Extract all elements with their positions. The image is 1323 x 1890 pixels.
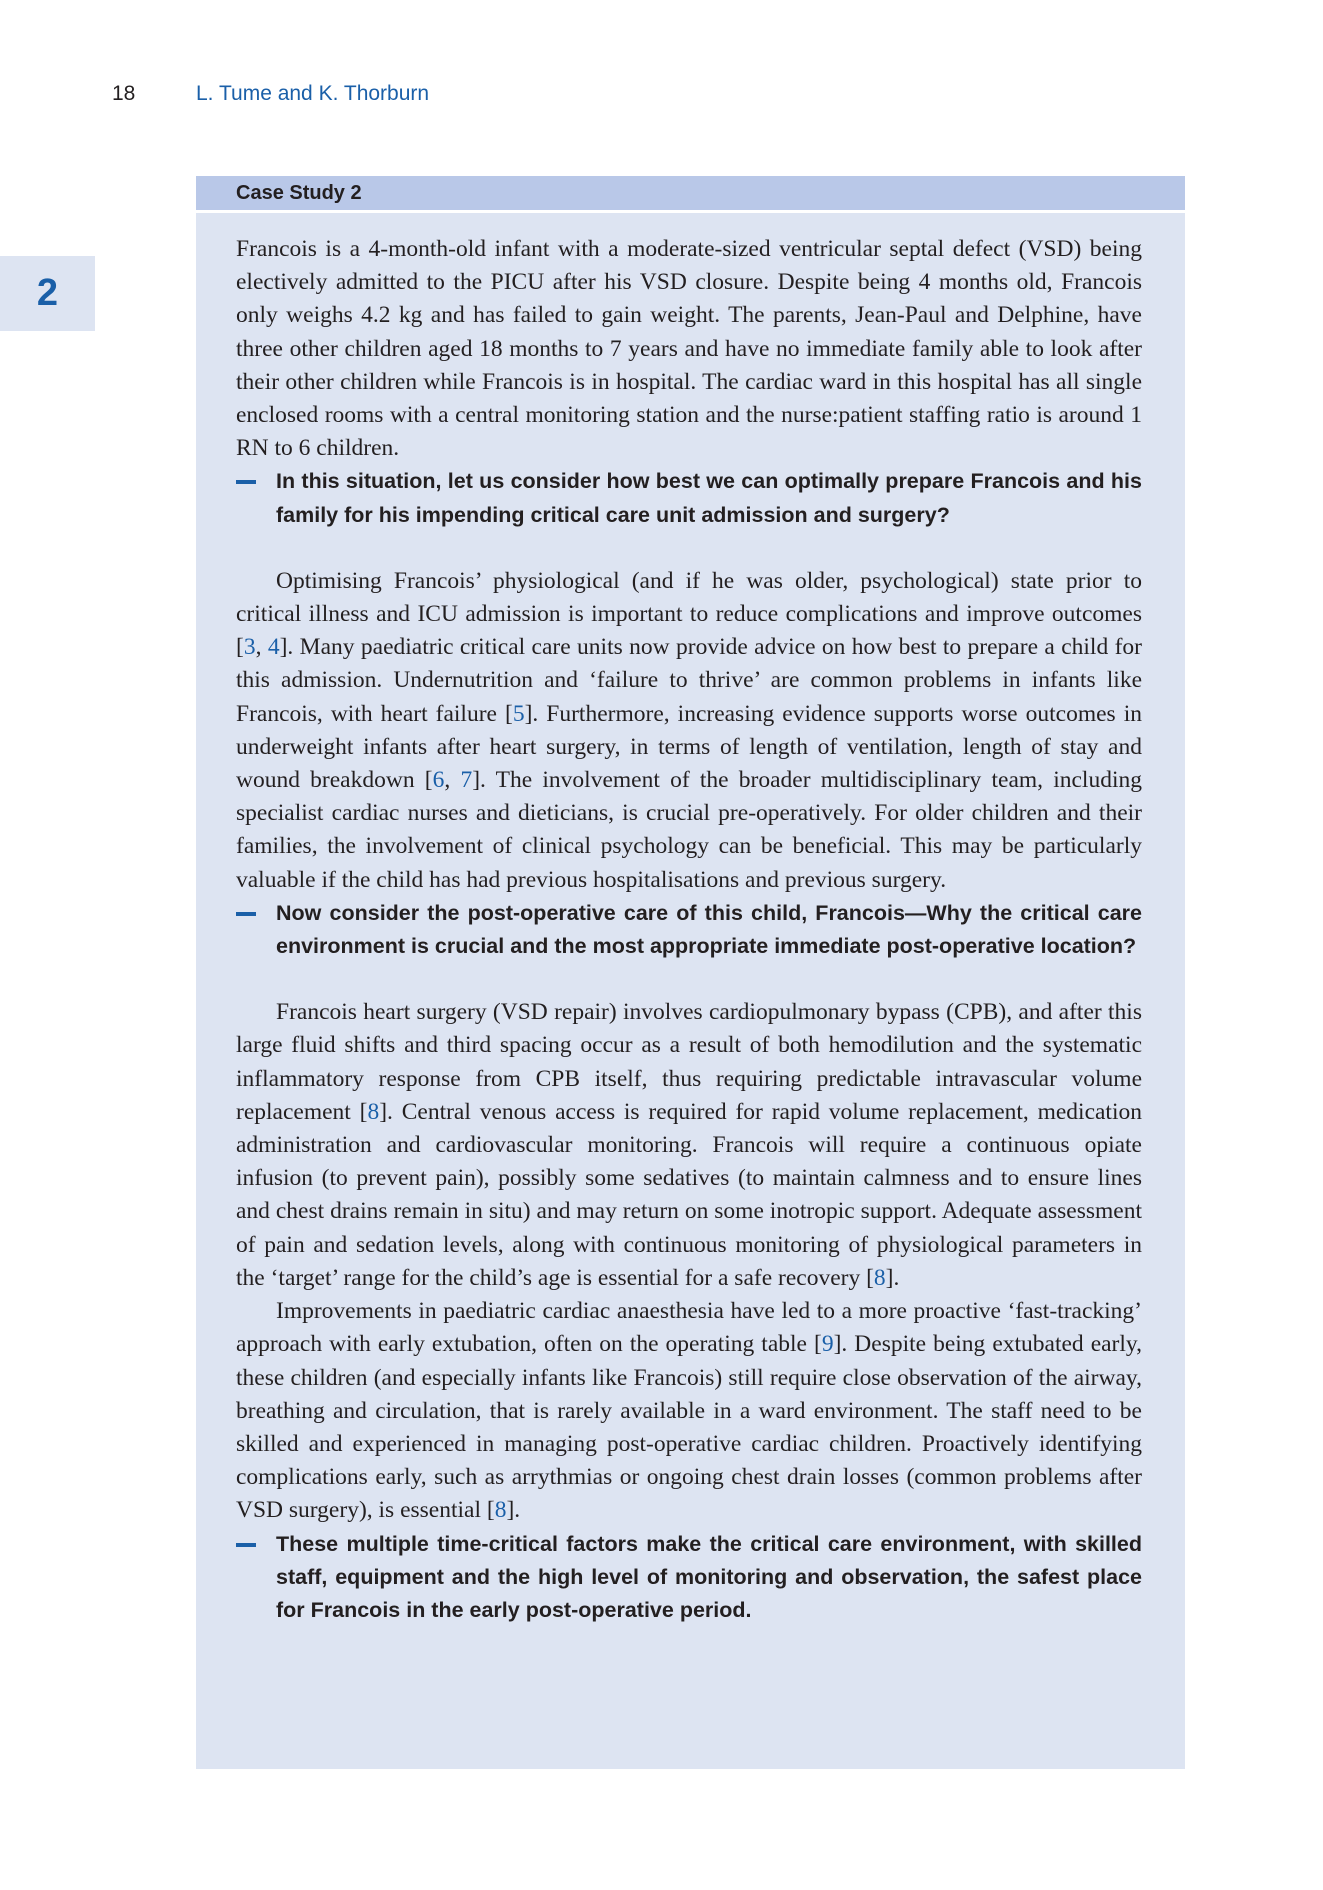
question-1-text: In this situation, let us consider how best we can optimally prepare Francois and his family for his impending critical care unit admission and surgery? [276, 469, 1142, 527]
question-2-text: Now consider the post-operative care of this child, Francois—Why the critical care environment is crucial and the most appropriate immediate post-operative location? [276, 900, 1142, 959]
citation-link[interactable]: 8 [873, 1264, 886, 1291]
bullet-dash-icon [236, 912, 256, 916]
paragraph-preparation: Optimising Francois’ physiological (and if he was older, psychological) state prior to critical illness and ICU admission is important to reduce complications and improve outcomes [3, 4]. Many paediatric critical care units now provide advice on how best to prepare a child for this admission. Undernutrition and ‘failure to thrive’ are common problems in infants like Francois, with heart failure [5]. Furthermore, increasing evidence supports worse outcomes in underweight infants after heart surgery, in terms of length of ventilation, length of stay and wound breakdown [6, 7]. The involvement of the broader multidisciplinary team, including specialist cardiac nurses and dieticians, is crucial pre-operatively. For older children and their families, the involvement of clinical psychology can be beneficial. This may be particularly valuable if the child has had previous hospitalisations and previous surgery. [236, 567, 1142, 893]
paragraph-fast-tracking: Improvements in paediatric cardiac anaesthesia have led to a more proactive ‘fast-tracking’ approach with early extubation, often on the operating table [9]. Despite being extubated early, these children (and especially infants like Francois) still require close observation of the airway, breathing and circulation, that is rarely available in a ward environment. The staff need to be skilled and experienced in managing post-operative cardiac children. Proactively identifying complications early, such as arrythmias or ongoing chest drain losses (common problems after VSD surgery), is essential [8]. [236, 1298, 1143, 1524]
question-2 [236, 897, 1142, 963]
bullet-dash-icon [236, 480, 256, 484]
citation-link[interactable]: 4 [267, 634, 280, 661]
question-3-text: These multiple time-critical factors make the critical care environment, with skilled staff, equipment and the high level of monitoring and observation, the safest place for Francois in the early post-operative period. [276, 1531, 1142, 1622]
citation-link[interactable]: 6 [432, 767, 445, 794]
citation-link[interactable]: 8 [367, 1098, 380, 1125]
intro-paragraph: Francois is a 4-month-old infant with a moderate-sized ventricular septal defect (VSD) being electively admitted to the PICU after his VSD closure. Despite being 4 months old, Francois only weighs 4.2 kg and has failed to gain weight. The parents, Jean-Paul and Delphine, have three other children aged 18 months to 7 years and have no immediate family able to look after their other children while Francois is in hospital. The cardiac ward in this hospital has all single enclosed rooms with a central monitoring station and the nurse:patient staffing ratio is around 1 RN to 6 children. [236, 236, 1142, 462]
chapter-tab: 2 [0, 256, 95, 331]
case-study-box [196, 176, 1185, 1769]
running-header-authors: L. Tume and K. Thorburn [196, 82, 430, 105]
citation-link[interactable]: 7 [460, 767, 473, 794]
citation-link[interactable]: 3 [243, 634, 256, 661]
bullet-dash-icon [236, 1543, 256, 1547]
citation-link[interactable]: 5 [512, 700, 525, 727]
citation-link[interactable]: 9 [821, 1331, 834, 1358]
question-3 [236, 1528, 1142, 1628]
question-1 [236, 465, 1142, 531]
paragraph-surgery: Francois heart surgery (VSD repair) involves cardiopulmonary bypass (CPB), and after this large fluid shifts and third spacing occur as a result of both hemodilution and the systematic inflammatory response from CPB itself, thus requiring predictable intravascular volume replacement [8]. Central venous access is required for rapid volume replacement, medication administration and cardiovascular monitoring. Francois will require a continuous opiate infusion (to prevent pain), possibly some sedatives (to maintain calmness and to ensure lines and chest drains remain in situ) and may return on some inotropic support. Adequate assessment of pain and sedation levels, along with continuous monitoring of physiological parameters in the ‘target’ range for the child’s age is essential for a safe recovery [8]. [236, 999, 1142, 1291]
case-study-body [236, 233, 1142, 1627]
case-study-title: Case Study 2 [196, 176, 1185, 213]
page-number: 18 [112, 82, 136, 105]
citation-link[interactable]: 8 [494, 1497, 507, 1524]
